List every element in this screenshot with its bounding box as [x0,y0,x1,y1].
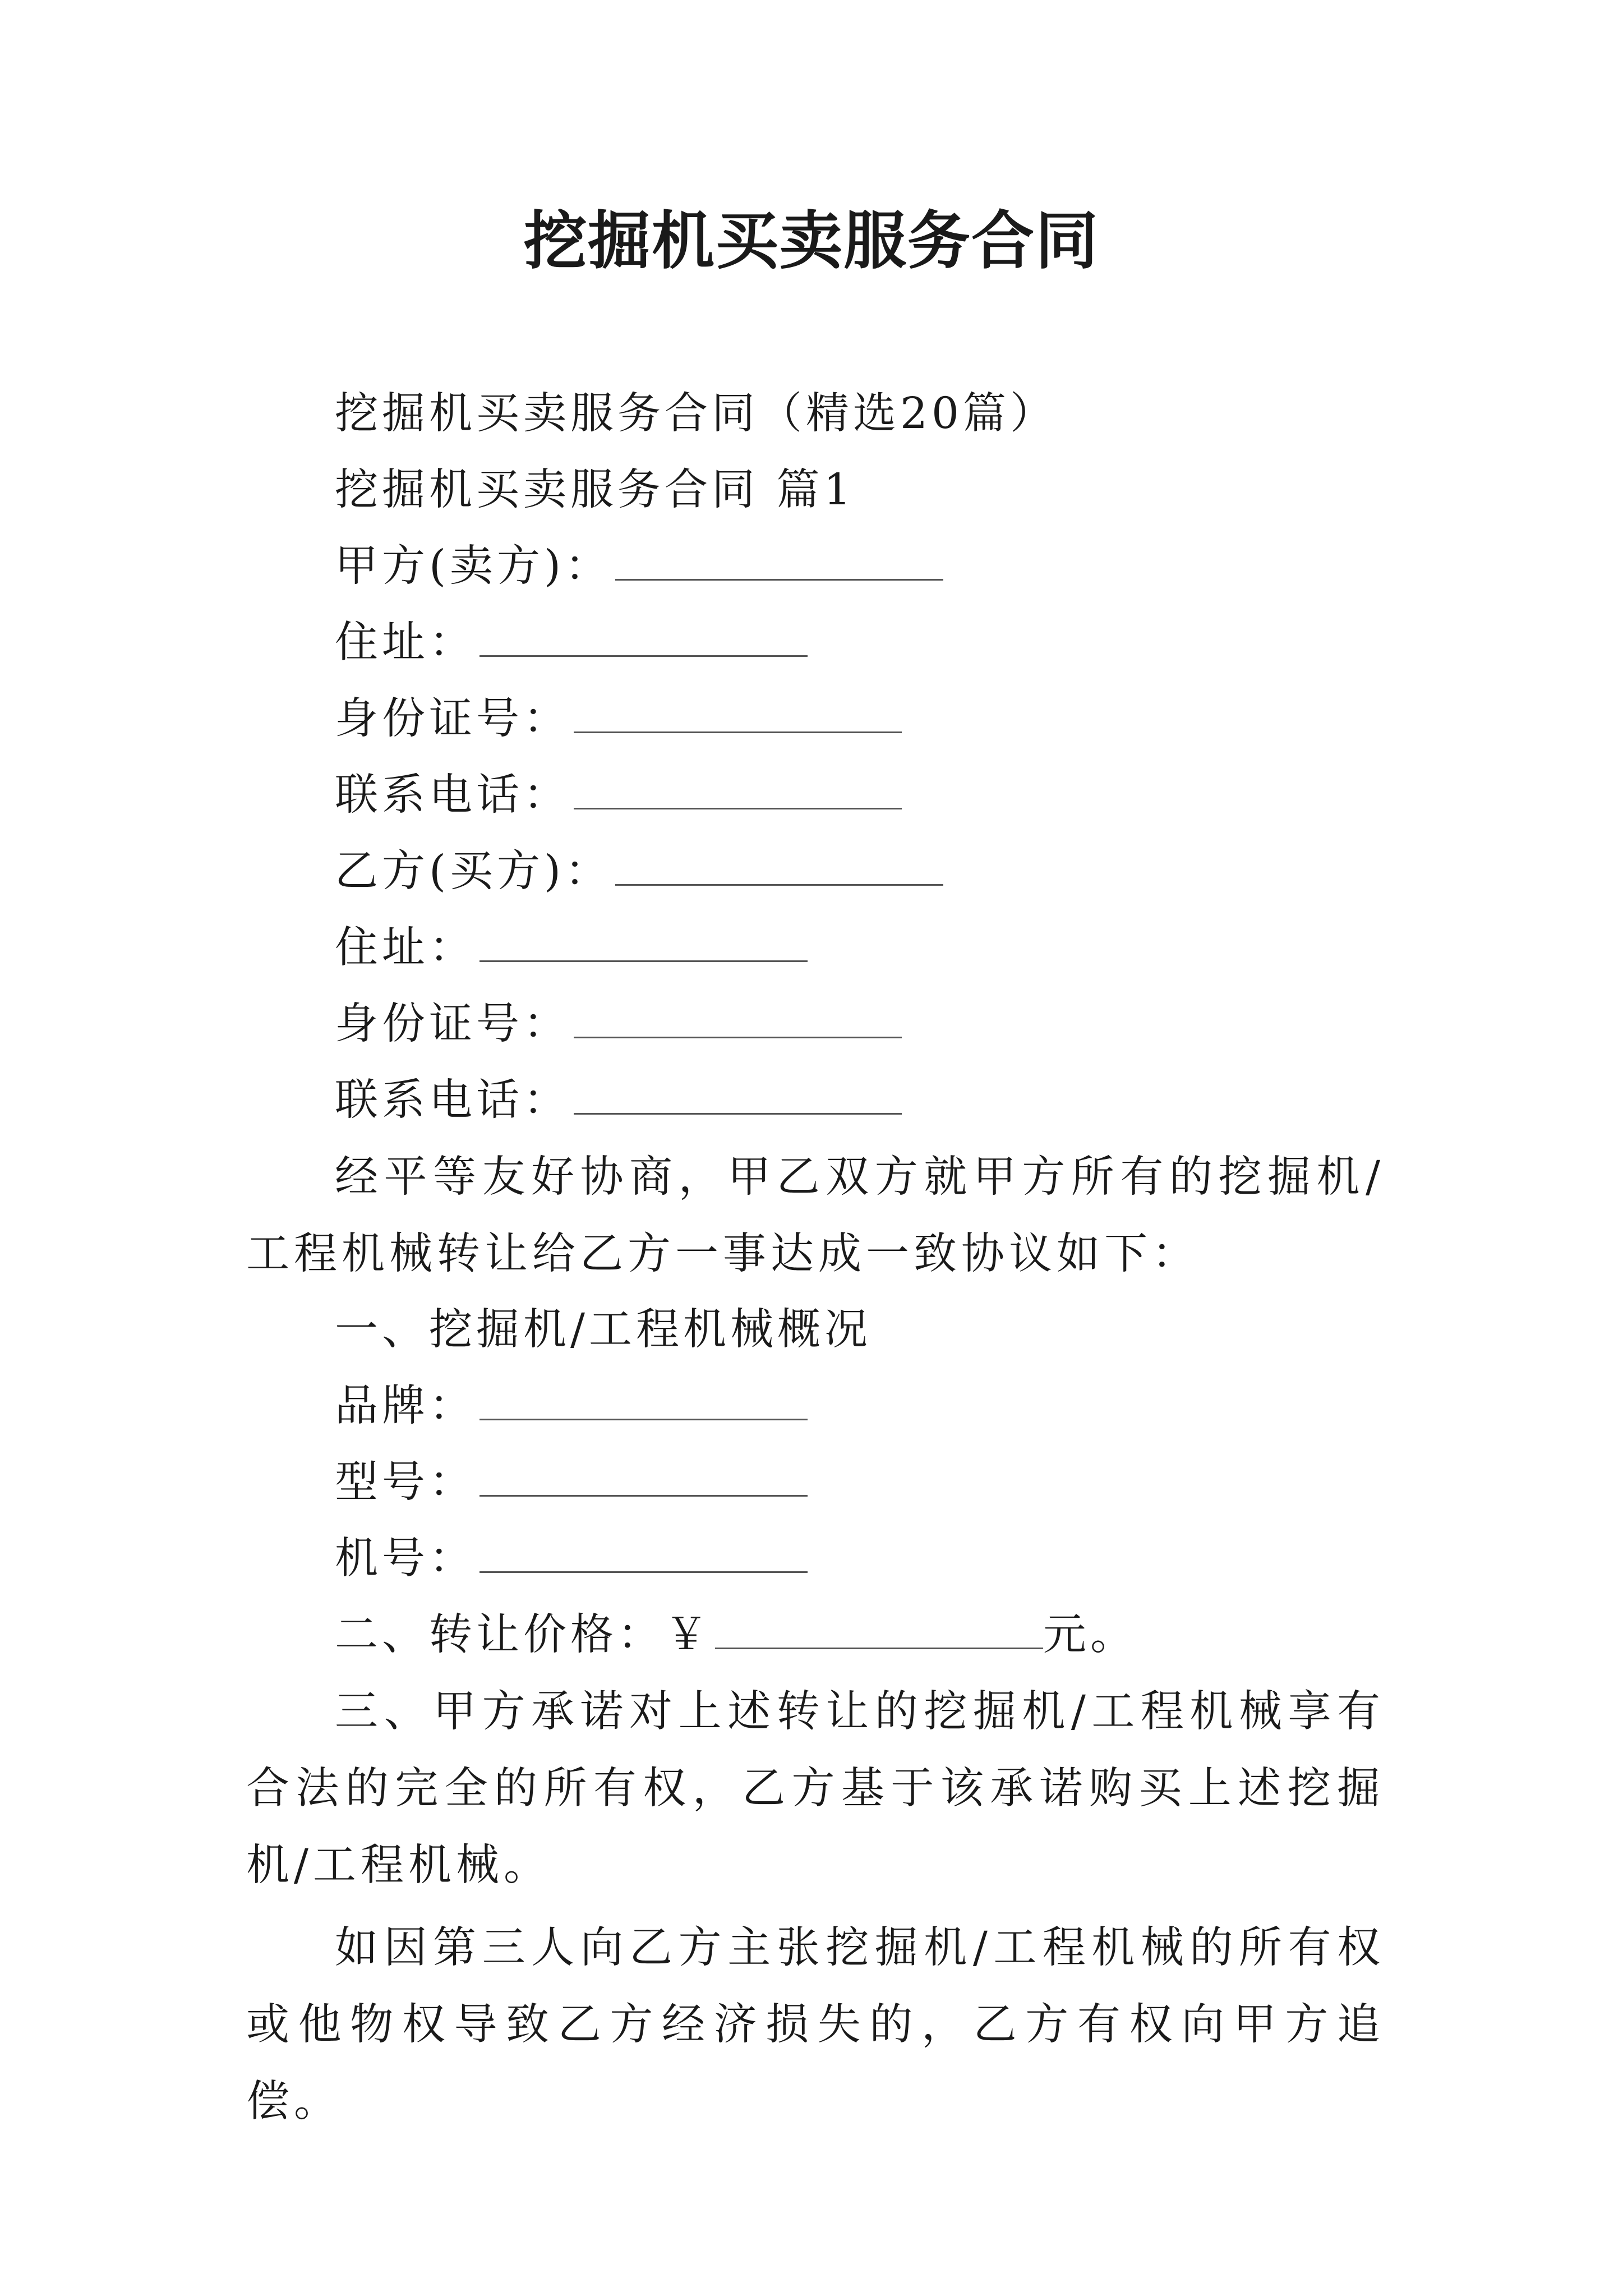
model-row [335,1452,808,1513]
party-a-blank [615,576,943,581]
brand-label: 品牌： [335,1381,476,1431]
party-a-label: 甲方(卖方)： [335,541,612,591]
document-subtitle: 挖掘机买卖服务合同（精选20篇） [335,389,1057,439]
machine-no-blank [479,1568,808,1573]
party-b-blank [615,881,943,886]
price-unit: 元。 [1043,1610,1137,1660]
party-b-phone-row [335,1070,902,1131]
price-row [335,1604,1137,1666]
brand-row [335,1375,808,1437]
price-label: 二、转让价格：￥ [335,1610,712,1660]
price-blank [715,1644,1043,1649]
party-b-address-label: 住址： [335,923,476,973]
clause1-heading: 一、挖掘机/工程机械概况 [335,1305,872,1355]
party-a-id-row [335,688,902,750]
machine-no-label: 机号： [335,1534,476,1584]
clause3-paragraph: 三、甲方承诺对上述转让的挖掘机/工程机械享有合法的完全的所有权，乙方基于该承诺购买上述挖掘机/工程机械。 [246,1687,1385,1890]
party-b-address-blank [479,957,808,962]
party-b-id-label: 身份证号： [335,999,570,1049]
section-heading: 挖掘机买卖服务合同 篇1 [335,465,855,515]
intro-paragraph: 经平等友好协商，甲乙双方就甲方所有的挖掘机/工程机械转让给乙方一事达成一致协议如下： [246,1152,1385,1279]
party-b-address-row [335,917,808,979]
clause3-followup: 如因第三人向乙方主张挖掘机/工程机械的所有权或他物权导致乙方经济损失的，乙方有权向甲方追偿。 [246,1923,1385,2127]
party-b-row [335,841,943,903]
party-b-id-blank [574,1033,902,1038]
party-b-phone-label: 联系电话： [335,1075,570,1125]
machine-no-row [335,1528,808,1590]
party-b-phone-blank [574,1110,902,1115]
party-a-phone-row [335,765,902,826]
party-a-address-row [335,612,808,674]
party-a-phone-blank [574,804,902,809]
party-a-phone-label: 联系电话： [335,770,570,820]
party-b-label: 乙方(买方)： [335,846,612,896]
party-a-address-label: 住址： [335,618,476,668]
party-a-id-blank [574,728,902,733]
document-title: 挖掘机买卖服务合同 [524,204,1099,278]
party-a-address-blank [479,652,808,657]
model-label: 型号： [335,1457,476,1507]
brand-blank [479,1415,808,1420]
model-blank [479,1492,808,1497]
party-a-id-label: 身份证号： [335,694,570,744]
party-b-id-row [335,993,902,1055]
party-a-row [335,536,943,597]
